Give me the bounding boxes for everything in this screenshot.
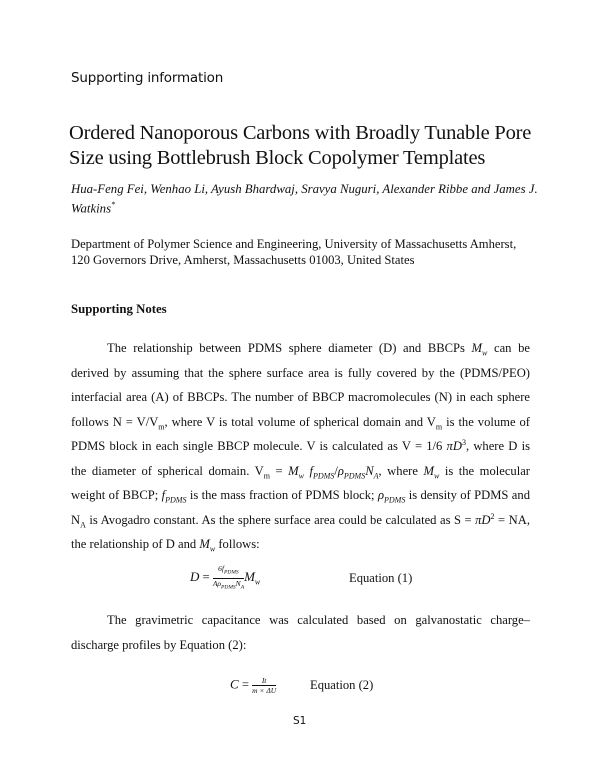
mw-subscript: w	[433, 471, 440, 481]
paragraph-sphere-diameter	[71, 336, 530, 557]
eq1-lhs: D	[190, 568, 200, 584]
eq1-den-tail: N	[235, 578, 241, 588]
vm-subscript: m	[263, 471, 270, 481]
cube-exponent: 3	[461, 437, 466, 447]
pdms-subscript: PDMS	[165, 495, 187, 505]
mw-subscript: w	[482, 348, 488, 358]
corresponding-author-marker: *	[111, 200, 116, 209]
slash: /	[334, 463, 338, 478]
mw-subscript: w	[209, 544, 216, 554]
author-names: Hua-Feng Fei, Wenhao Li, Ayush Bhardwaj, Sravya Nuguri, Alexander Ribbe and James J. Watkins	[71, 182, 538, 216]
eq2-denominator: m × ΔU	[252, 686, 277, 695]
d-symbol: D	[452, 439, 462, 453]
na-subscript: A	[80, 520, 86, 530]
section-heading: Supporting Notes	[71, 302, 167, 316]
text-run: is density of PDMS and N	[71, 488, 530, 527]
f-symbol: f	[161, 488, 166, 502]
supporting-information-label: Supporting information	[71, 70, 224, 86]
eq1-mw: M	[244, 568, 255, 584]
f-symbol: f	[309, 463, 314, 478]
equation-1	[190, 564, 260, 592]
eq1-den-tail-sub: A	[240, 584, 245, 590]
text-run: =	[270, 463, 289, 478]
mw-subscript: w	[298, 471, 304, 481]
mw-symbol: M	[471, 341, 483, 355]
eq1-fraction	[213, 564, 244, 592]
square-exponent: 2	[490, 511, 495, 521]
eq2-fraction	[252, 676, 276, 695]
mw-symbol: M	[423, 463, 434, 478]
eq1-den-sub: PDMS	[221, 584, 236, 590]
pdms-subscript: PDMS	[383, 495, 406, 505]
page-number: S1	[293, 715, 307, 727]
text-run: follows:	[215, 537, 260, 551]
na-symbol: N	[365, 463, 374, 478]
text-run: The relationship between PDMS sphere diameter (D) and BBCPs	[107, 341, 472, 355]
eq2-equals: =	[241, 677, 249, 692]
eq1-num-sub: PDMS	[224, 569, 239, 576]
a-subscript: A	[373, 471, 379, 481]
equation-1-label: Equation (1)	[349, 571, 413, 585]
text-run: , where D is the diameter of spherical domain. V	[71, 439, 530, 478]
text-run: is Avogadro constant. As the sphere surface area could be calculated as S =	[85, 512, 476, 527]
eq1-mw-sub: w	[254, 577, 261, 587]
text-run: , where	[378, 463, 424, 478]
eq2-lhs: C	[230, 676, 239, 692]
text-run: is the volume of PDMS block in each single BBCP molecule. V is calculated as V = 1/6	[71, 414, 530, 453]
vm-subscript: m	[435, 422, 443, 432]
equation-2	[230, 676, 276, 695]
rho-symbol: ρ	[337, 463, 344, 478]
affiliation: Department of Polymer Science and Engineering, University of Massachusetts Amherst, 120 Governors Drive, Amherst, Massachusetts 01003, United States	[71, 237, 517, 267]
eq1-denominator	[213, 579, 244, 593]
eq1-equals: =	[202, 569, 210, 584]
mw-symbol: M	[199, 537, 210, 551]
pdms-subscript: PDMS	[343, 471, 366, 481]
pdms-subscript: PDMS	[313, 471, 335, 481]
eq1-num-text: 6f	[218, 564, 225, 573]
text-run: is the mass fraction of PDMS block;	[186, 488, 378, 502]
author-list	[71, 181, 541, 216]
eq2-numerator: It	[252, 676, 276, 686]
eq1-numerator	[213, 564, 244, 579]
text-run: is the molecular weight of BBCP;	[71, 463, 530, 502]
text-run: can be derived by assuming that the sphere surface area is fully covered by the (PDMS/PEO) interfacial area (A) of BBCPs. The number of BBCP macromolecules (N) in each sphere follows N = V/V	[71, 341, 530, 429]
pi-symbol: π	[475, 512, 482, 527]
vm-subscript: m	[158, 422, 165, 432]
eq1-den-text: Aρ	[212, 578, 221, 588]
paragraph-capacitance: The gravimetric capacitance was calculated based on galvanostatic charge–discharge profiles by Equation (2):	[71, 613, 530, 652]
text-run: , where V is total volume of spherical domain and V	[164, 414, 436, 429]
paper-title: Ordered Nanoporous Carbons with Broadly Tunable Pore Size using Bottlebrush Block Copolymer Templates	[69, 122, 532, 169]
pi-symbol: π	[446, 439, 453, 453]
rho-symbol: ρ	[377, 488, 384, 502]
text-run: = NA, the relationship of D and	[71, 512, 530, 551]
d-symbol: D	[481, 512, 491, 527]
equation-2-label: Equation (2)	[310, 678, 374, 692]
mw-symbol: M	[288, 463, 299, 478]
